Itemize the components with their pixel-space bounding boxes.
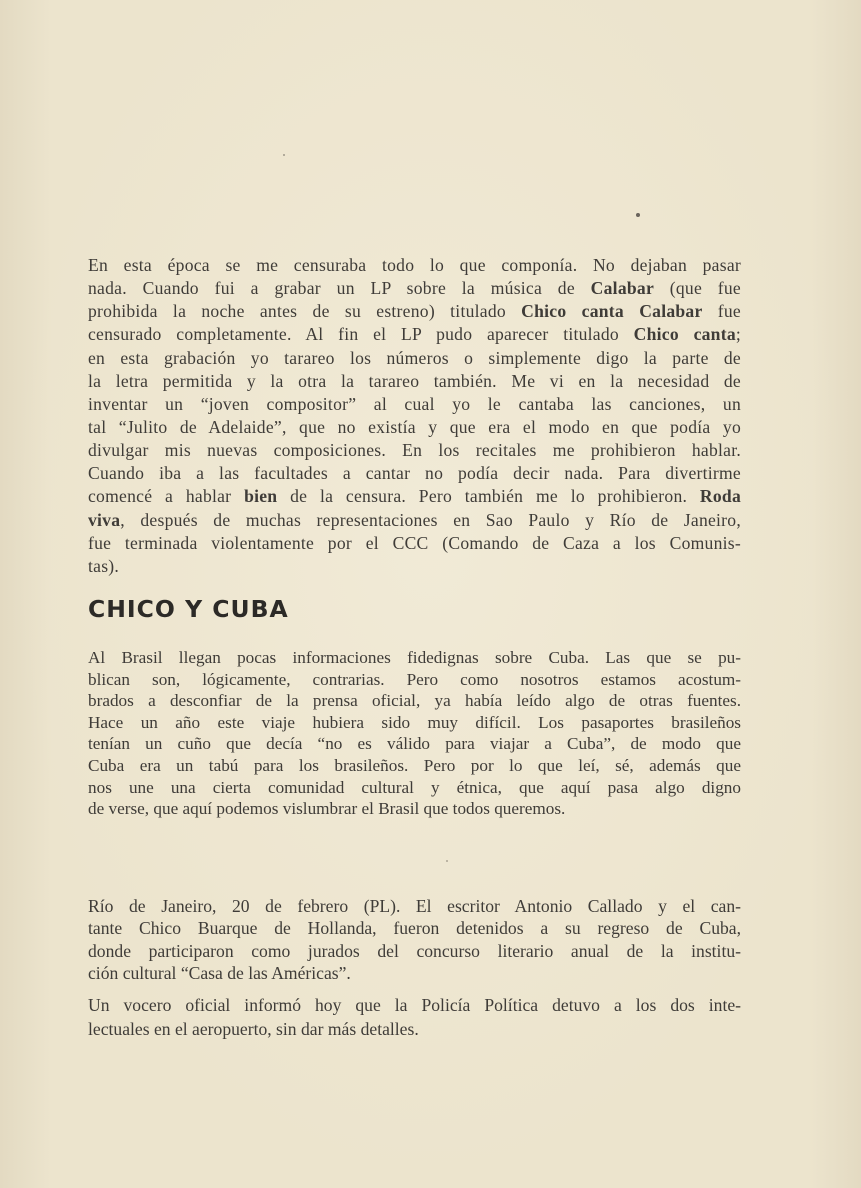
text-run: (que fue [654, 278, 741, 299]
bold-title-text: Calabar [590, 278, 654, 299]
bold-title-text: Chico canta Calabar [521, 301, 703, 322]
text-line [88, 416, 741, 439]
paragraph-censorship [88, 254, 741, 578]
bold-title-text: Chico canta [633, 324, 736, 345]
paragraph-news-report [88, 895, 741, 985]
text-run: , después de muchas representaciones en Sao Paulo y Río de Janeiro, [120, 509, 741, 530]
text-line [88, 555, 741, 578]
text-run: Cuando iba a las facultades a cantar no podía decir nada. Para divertirme [88, 463, 741, 484]
text-run: donde participaron como jurados del concurso literario anual de la institu- [88, 940, 741, 961]
text-run: tenían un cuño que decía “no es válido para viajar a Cuba”, de modo que [88, 734, 741, 754]
bold-title-text: viva [88, 509, 121, 530]
section-heading: CHICO Y CUBA [88, 595, 289, 623]
ink-speck [283, 154, 285, 156]
text-run: nada. Cuando fui a grabar un LP sobre la música de [88, 278, 591, 299]
text-run: fue [702, 301, 741, 322]
text-run: censurado completamente. Al fin el LP pudo aparecer titulado [88, 324, 634, 345]
text-run: ción cultural “Casa de las Américas”. [88, 963, 351, 984]
text-line [88, 669, 741, 691]
text-run: Río de Janeiro, 20 de febrero (PL). El escritor Antonio Callado y el can- [88, 896, 741, 916]
text-line [88, 277, 741, 300]
text-run: Cuba era un tabú para los brasileños. Pero por lo que leí, sé, además que [88, 755, 741, 775]
text-line [88, 532, 741, 555]
text-line [88, 254, 741, 277]
text-line [88, 798, 741, 820]
text-line [88, 993, 741, 1017]
text-line [88, 962, 741, 984]
text-line [88, 370, 741, 393]
text-line [88, 940, 741, 962]
text-line [88, 755, 741, 777]
text-run: tas). [88, 555, 120, 576]
text-run: inventar un “joven compositor” al cual yo le cantaba las canciones, un [88, 393, 741, 414]
text-line [88, 690, 741, 712]
text-run: tante Chico Buarque de Hollanda, fueron detenidos a su regreso de Cuba, [88, 918, 741, 939]
text-line [88, 300, 741, 323]
text-run: Al Brasil llegan pocas informaciones fidedignas sobre Cuba. Las que se pu- [88, 648, 741, 667]
text-line [88, 895, 741, 917]
text-run: prohibida la noche antes de su estreno) titulado [88, 301, 522, 322]
ink-speck [446, 860, 448, 862]
text-run: de verse, que aquí podemos vislumbrar el Brasil que todos queremos. [88, 799, 566, 819]
text-run: divulgar mis nuevas composiciones. En los recitales me prohibieron hablar. [88, 440, 741, 461]
text-run: fue terminada violentamente por el CCC (Comando de Caza a los Comunis- [88, 532, 741, 553]
text-line [88, 1017, 741, 1041]
text-run: Hace un año este viaje hubiera sido muy difícil. Los pasaportes brasileños [88, 712, 741, 732]
text-line [88, 777, 741, 799]
text-line [88, 647, 741, 669]
text-line [88, 462, 741, 485]
bold-title-text: bien [244, 486, 278, 507]
text-line [88, 439, 741, 462]
text-run: de la censura. Pero también me lo prohibieron. [277, 486, 700, 507]
paragraph-official-statement [88, 993, 741, 1041]
paragraph-brazil-cuba [88, 647, 741, 820]
text-run: nos une una cierta comunidad cultural y étnica, que aquí pasa algo digno [88, 777, 741, 797]
text-run: Un vocero oficial informó hoy que la Policía Política detuvo a los dos inte- [88, 995, 741, 1015]
text-line [88, 323, 741, 346]
text-run: ; [735, 324, 742, 345]
ink-speck [636, 213, 640, 217]
bold-title-text: Roda [699, 486, 741, 507]
text-line [88, 509, 741, 532]
text-run: en esta grabación yo tarareo los números o simplemente digo la parte de [88, 347, 741, 368]
text-line [88, 917, 741, 939]
text-run: blican son, lógicamente, contrarias. Pero como nosotros estamos acostum- [88, 669, 741, 689]
text-line [88, 712, 741, 734]
text-line [88, 347, 741, 370]
text-line [88, 485, 741, 508]
text-run: tal “Julito de Adelaide”, que no existía y que era el modo en que podía yo [88, 416, 741, 437]
text-run: comencé a hablar [88, 486, 245, 507]
text-run: En esta época se me censuraba todo lo que componía. No dejaban pasar [88, 255, 741, 275]
text-line [88, 393, 741, 416]
text-run: brados a desconfiar de la prensa oficial, ya había leído algo de otras fuentes. [88, 691, 741, 711]
text-line [88, 733, 741, 755]
text-run: lectuales en el aeropuerto, sin dar más detalles. [88, 1019, 419, 1039]
text-run: la letra permitida y la otra la tarareo también. Me vi en la necesidad de [88, 370, 741, 391]
